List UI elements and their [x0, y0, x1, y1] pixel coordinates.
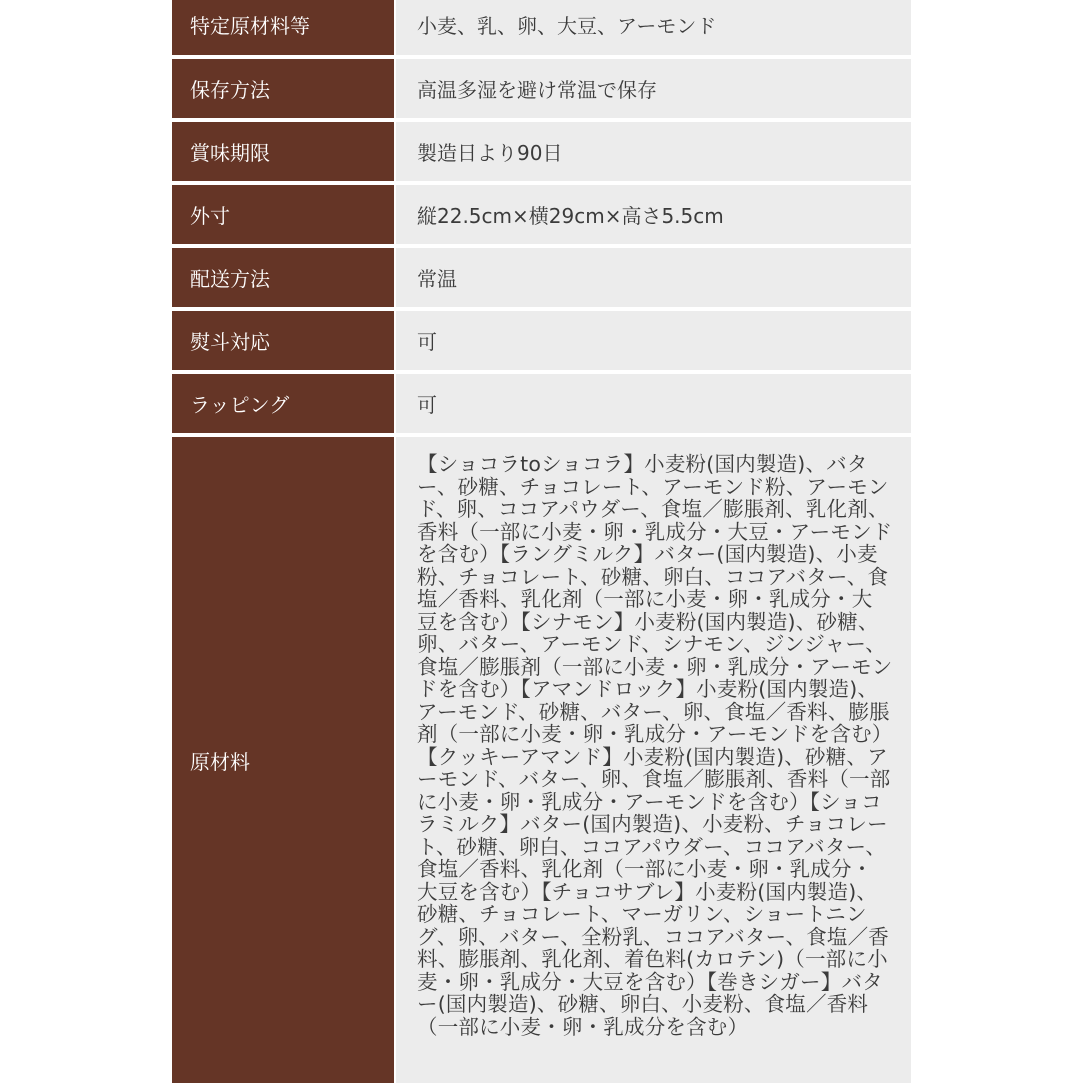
spec-row-expiry [172, 122, 911, 181]
spec-label: 熨斗対応 [172, 311, 394, 370]
spec-value: 可 [396, 311, 911, 370]
spec-row-shipping [172, 248, 911, 307]
spec-label: ラッピング [172, 374, 394, 433]
spec-value: 製造日より90日 [396, 122, 911, 181]
ingredients-text: 【ショコラtoショコラ】小麦粉(国内製造)、バター、砂糖、チョコレート、アーモンド粉、アーモンド、卵、ココアパウダー、食塩／膨脹剤、乳化剤、香料（一部に小麦・卵・乳成分・大豆・アーモンドを含む）【ラングミルク】バター(国内製造)、小麦粉、チョコレート、砂糖、卵白、ココアバター、食塩／香料、乳化剤（一部に小麦・卵・乳成分・大豆を含む）【シナモン】小麦粉(国内製造)、砂糖、卵、バター、アーモンド、シナモン、ジンジャー、食塩／膨脹剤（一部に小麦・卵・乳成分・アーモンドを含む）【アマンドロック】小麦粉(国内製造)、アーモンド、砂糖、バター、卵、食塩／香料、膨脹剤（一部に小麦・卵・乳成分・アーモンドを含む）【クッキーアマンド】小麦粉(国内製造)、砂糖、アーモンド、バター、卵、食塩／膨脹剤、香料（一部に小麦・卵・乳成分・アーモンドを含む）【ショコラミルク】バター(国内製造)、小麦粉、チョコレート、砂糖、卵白、ココアパウダー、ココアバター、食塩／香料、乳化剤（一部に小麦・卵・乳成分・大豆を含む）【チョコサブレ】小麦粉(国内製造)、砂糖、チョコレート、マーガリン、ショートニング、卵、バター、全粉乳、ココアバター、食塩／香料、膨脹剤、乳化剤、着色料(カロテン)（一部に小麦・卵・乳成分・大豆を含む）【巻きシガー】バター(国内製造)、砂糖、卵白、小麦粉、食塩／香料（一部に小麦・卵・乳成分を含む） [396, 437, 911, 1083]
spec-label: 配送方法 [172, 248, 394, 307]
product-spec-table [172, 0, 911, 1087]
spec-label: 原材料 [172, 437, 394, 1083]
spec-label: 保存方法 [172, 59, 394, 118]
spec-value: 小麦、乳、卵、大豆、アーモンド [396, 0, 911, 55]
spec-value: 可 [396, 374, 911, 433]
spec-row-allergens [172, 0, 911, 55]
spec-label: 外寸 [172, 185, 394, 244]
spec-value: 常温 [396, 248, 911, 307]
spec-label: 特定原材料等 [172, 0, 394, 55]
spec-row-storage [172, 59, 911, 118]
spec-row-dimensions [172, 185, 911, 244]
spec-label: 賞味期限 [172, 122, 394, 181]
spec-row-wrapping [172, 374, 911, 433]
spec-row-ingredients [172, 437, 911, 1083]
spec-row-noshi [172, 311, 911, 370]
spec-value: 高温多湿を避け常温で保存 [396, 59, 911, 118]
spec-value: 縦22.5cm×横29cm×高さ5.5cm [396, 185, 911, 244]
